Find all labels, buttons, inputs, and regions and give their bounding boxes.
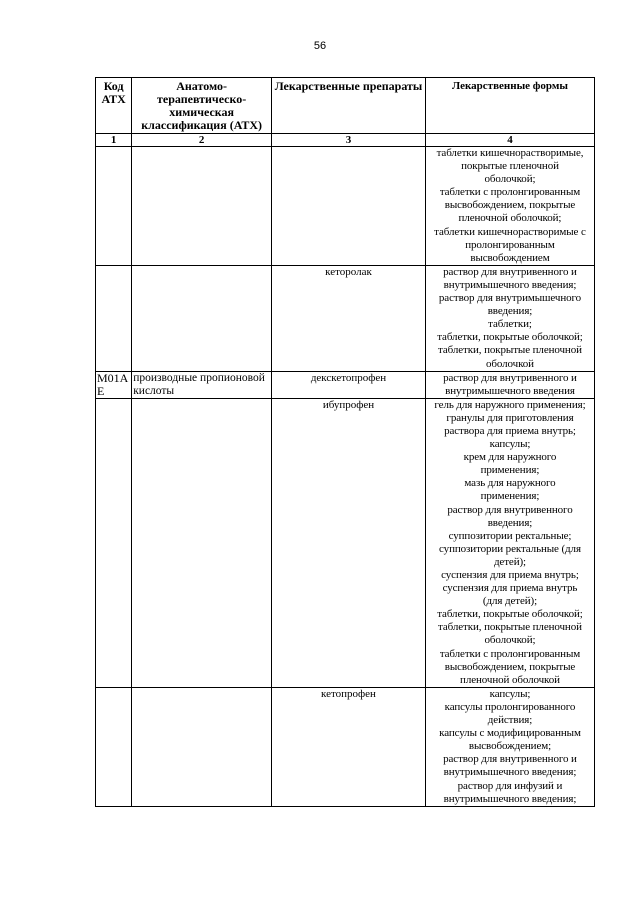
dosage-form-line: пленочной оболочкой;: [458, 212, 562, 225]
dosage-form-line: таблетки с пролонгированным: [439, 186, 581, 199]
dosage-form-line: внутримышечного введения;: [443, 792, 577, 805]
column-number: 2: [132, 134, 272, 147]
table-row: [96, 265, 595, 371]
dosage-form-line: суспензия для приема внутрь: [442, 582, 578, 595]
dosage-form-line: таблетки с пролонгированным: [439, 647, 581, 660]
table-row: [96, 687, 595, 806]
dosage-form-line: крем для наружного: [463, 451, 557, 464]
dosage-form-line: раствор для внутривенного: [447, 503, 573, 516]
dosage-form-line: действия;: [487, 714, 533, 727]
drug-name-cell: декскетопрофен: [272, 371, 426, 398]
drug-name-cell: кетопрофен: [272, 687, 426, 806]
drug-name-cell: кеторолак: [272, 265, 426, 371]
dosage-form-line: раствор для внутримышечного: [438, 292, 582, 305]
column-number: 1: [96, 134, 132, 147]
dosage-form-line: гранулы для приготовления: [446, 411, 574, 424]
header-atc-code: Код АТХ: [96, 78, 132, 134]
atc-code-cell: [96, 687, 132, 806]
dosage-form-line: таблетки кишечнорастворимые с: [434, 225, 586, 238]
dosage-form-line: гель для наружного применения;: [434, 398, 586, 411]
dosage-form-line: покрытые пленочной: [461, 160, 559, 173]
dosage-form-line: раствор для внутривенного и: [443, 753, 577, 766]
dosage-form-line: пленочной оболочкой: [460, 673, 560, 686]
dosage-form-line: введения;: [487, 516, 533, 529]
atc-code-cell: [96, 147, 132, 266]
table-header-row: [96, 78, 595, 134]
table-row: [96, 147, 595, 266]
atc-classification-cell: [132, 398, 272, 687]
dosage-form-line: капсулы;: [489, 438, 531, 451]
dosage-form-line: высвобождением, покрытые: [444, 660, 576, 673]
dosage-form-line: раствор для внутривенного и: [443, 371, 577, 384]
dosage-forms-cell: [425, 147, 594, 266]
table-row: [96, 398, 595, 687]
dosage-form-line: таблетки кишечнорастворимые,: [436, 147, 584, 159]
dosage-form-line: таблетки, покрытые оболочкой;: [437, 608, 583, 621]
table-row: [96, 371, 595, 398]
atc-code-cell: [96, 265, 132, 371]
header-drugs: Лекарственные препараты: [272, 78, 426, 134]
dosage-form-line: оболочкой: [485, 357, 534, 370]
dosage-form-line: суспензия для приема внутрь;: [441, 569, 579, 581]
dosage-form-line: таблетки;: [488, 318, 532, 331]
dosage-form-line: пролонгированным: [465, 238, 555, 251]
dosage-form-line: внутримышечного введения;: [443, 278, 577, 291]
atc-classification-cell: [132, 687, 272, 806]
dosage-form-line: мазь для наружного: [464, 477, 556, 490]
drug-table: [95, 77, 595, 807]
dosage-form-line: капсулы;: [489, 687, 531, 700]
table-body: [96, 147, 595, 807]
column-number: 3: [272, 134, 426, 147]
drug-name-cell: ибупрофен: [272, 398, 426, 687]
dosage-form-line: детей);: [493, 555, 527, 568]
dosage-forms-cell: [425, 687, 594, 806]
dosage-form-line: суппозитории ректальные;: [448, 529, 572, 542]
dosage-form-line: таблетки, покрытые пленочной: [438, 621, 582, 634]
dosage-form-line: таблетки, покрытые пленочной: [438, 344, 582, 357]
dosage-form-line: оболочкой;: [484, 634, 536, 647]
column-number-row: [96, 134, 595, 147]
drug-name-cell: [272, 147, 426, 266]
column-number: 4: [425, 134, 594, 147]
dosage-form-line: суппозитории ректальные (для: [439, 542, 581, 555]
atc-classification-cell: производные пропионовой кислоты: [132, 371, 272, 398]
atc-classification-cell: [132, 265, 272, 371]
dosage-forms-cell: [425, 265, 594, 371]
dosage-form-line: высвобождением: [470, 251, 550, 264]
atc-code-cell: M01AE: [96, 371, 132, 398]
dosage-form-line: внутримышечного введения: [445, 384, 575, 397]
dosage-form-line: внутримышечного введения;: [443, 766, 577, 779]
dosage-forms-cell: [425, 371, 594, 398]
dosage-form-line: применения;: [480, 490, 540, 503]
dosage-form-line: раствора для приема внутрь;: [444, 424, 576, 437]
atc-code-cell: [96, 398, 132, 687]
dosage-form-line: раствор для инфузий и: [457, 779, 563, 792]
page-number: 56: [313, 40, 327, 52]
dosage-form-line: таблетки, покрытые оболочкой;: [437, 331, 583, 344]
dosage-form-line: применения;: [480, 464, 540, 477]
dosage-form-line: оболочкой;: [484, 173, 536, 186]
dosage-form-line: капсулы с модифицированным: [439, 727, 581, 740]
dosage-form-line: капсулы пролонгированного: [444, 700, 576, 713]
dosage-form-line: раствор для внутривенного и: [443, 265, 577, 278]
dosage-form-line: (для детей);: [482, 595, 538, 608]
atc-classification-cell: [132, 147, 272, 266]
header-dosage-forms: Лекарственные формы: [425, 78, 594, 134]
header-atc-classification: Анатомо-терапевтическо-химическая классификация (АТХ): [132, 78, 272, 134]
dosage-form-line: высвобождением;: [468, 740, 552, 753]
dosage-form-line: введения;: [487, 305, 533, 318]
dosage-form-line: высвобождением, покрытые: [444, 199, 576, 212]
dosage-forms-cell: [425, 398, 594, 687]
